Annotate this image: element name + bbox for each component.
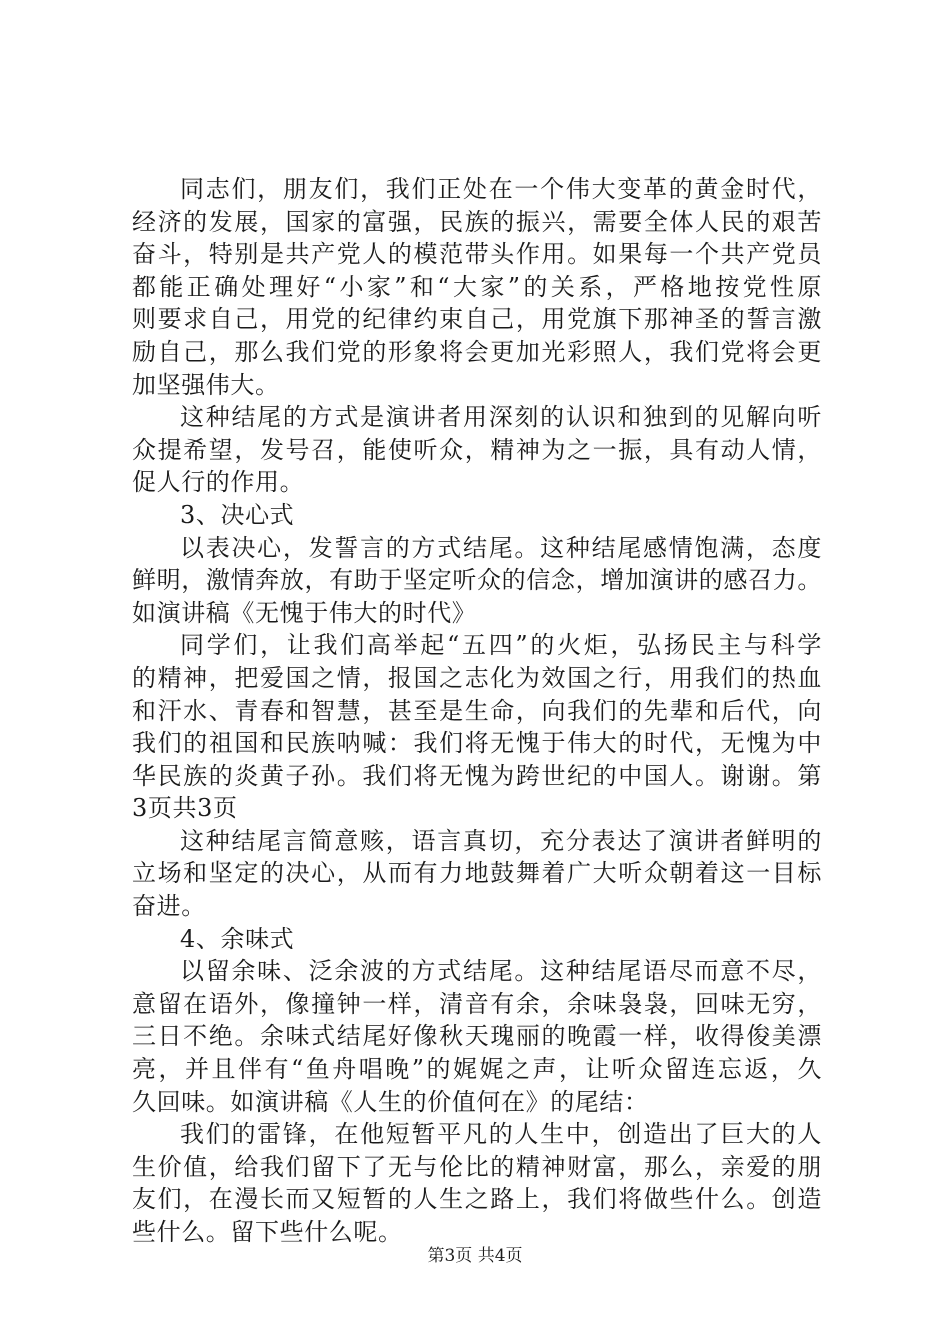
text-line: 3页共3页 <box>132 794 238 823</box>
text-line: 我们的祖国和民族呐喊：我们将无愧于伟大的时代，无愧为中 <box>132 729 822 758</box>
text-line: 这种结尾的方式是演讲者用深刻的认识和独到的见解向听 <box>180 403 822 432</box>
text-line: 这种结尾言简意赅，语言真切，充分表达了演讲者鲜明的 <box>180 826 822 855</box>
text-line: 奋进。 <box>132 892 206 921</box>
text-line: 友们，在漫长而又短暂的人生之路上，我们将做些什么。创造 <box>132 1185 822 1214</box>
text-line: 经济的发展，国家的富强，民族的振兴，需要全体人民的艰苦 <box>132 207 822 236</box>
text-line: 则要求自己，用党的纪律约束自己，用党旗下那神圣的誓言激 <box>132 305 822 334</box>
text-line: 励自己，那么我们党的形象将会更加光彩照人，我们党将会更 <box>132 337 822 366</box>
text-line: 促人行的作用。 <box>132 468 305 497</box>
text-line: 如演讲稿《无愧于伟大的时代》 <box>132 598 477 627</box>
text-line: 亮，并且伴有“鱼舟唱晚”的娓娓之声，让听众留连忘返，久 <box>132 1055 822 1084</box>
text-line: 华民族的炎黄子孙。我们将无愧为跨世纪的中国人。谢谢。第 <box>132 761 822 790</box>
document-body <box>132 173 822 1249</box>
text-line: 加坚强伟大。 <box>132 370 280 399</box>
page-footer: 第3页 共4页 <box>427 1246 523 1266</box>
text-line: 众提希望，发号召，能使听众，精神为之一振，具有动人情， <box>132 435 822 464</box>
text-line: 同志们，朋友们，我们正处在一个伟大变革的黄金时代， <box>180 175 822 203</box>
text-line: 都能正确处理好“小家”和“大家”的关系，严格地按党性原 <box>132 272 822 301</box>
text-line: 3、决心式 <box>180 500 295 529</box>
text-line: 三日不绝。余味式结尾好像秋天瑰丽的晚霞一样，收得俊美漂 <box>132 1022 822 1051</box>
text-line: 4、余味式 <box>180 924 295 953</box>
text-line: 奋斗，特别是共产党人的模范带头作用。如果每一个共产党员 <box>132 240 822 269</box>
text-line: 同学们，让我们高举起“五四”的火炬，弘扬民主与科学 <box>180 631 822 660</box>
text-line: 生价值，给我们留下了无与伦比的精神财富，那么，亲爱的朋 <box>132 1152 822 1181</box>
text-line: 我们的雷锋，在他短暂平凡的人生中，创造出了巨大的人 <box>180 1120 822 1149</box>
text-line: 久回味。如演讲稿《人生的价值何在》的尾结： <box>132 1087 649 1116</box>
text-line: 的精神，把爱国之情，报国之志化为效国之行，用我们的热血 <box>132 663 822 692</box>
text-line: 鲜明，激情奔放，有助于坚定听众的信念，增加演讲的感召力。 <box>132 566 822 595</box>
text-line: 以留余味、泛余波的方式结尾。这种结尾语尽而意不尽， <box>180 957 822 986</box>
text-line: 立场和坚定的决心，从而有力地鼓舞着广大听众朝着这一目标 <box>132 859 822 888</box>
text-line: 些什么。留下些什么呢。 <box>132 1218 403 1246</box>
text-line: 和汗水、青春和智慧，甚至是生命，向我们的先辈和后代，向 <box>132 696 822 725</box>
text-line: 意留在语外，像撞钟一样，清音有余，余味袅袅，回味无穷， <box>132 989 822 1018</box>
text-line: 以表决心，发誓言的方式结尾。这种结尾感情饱满，态度 <box>180 533 822 562</box>
